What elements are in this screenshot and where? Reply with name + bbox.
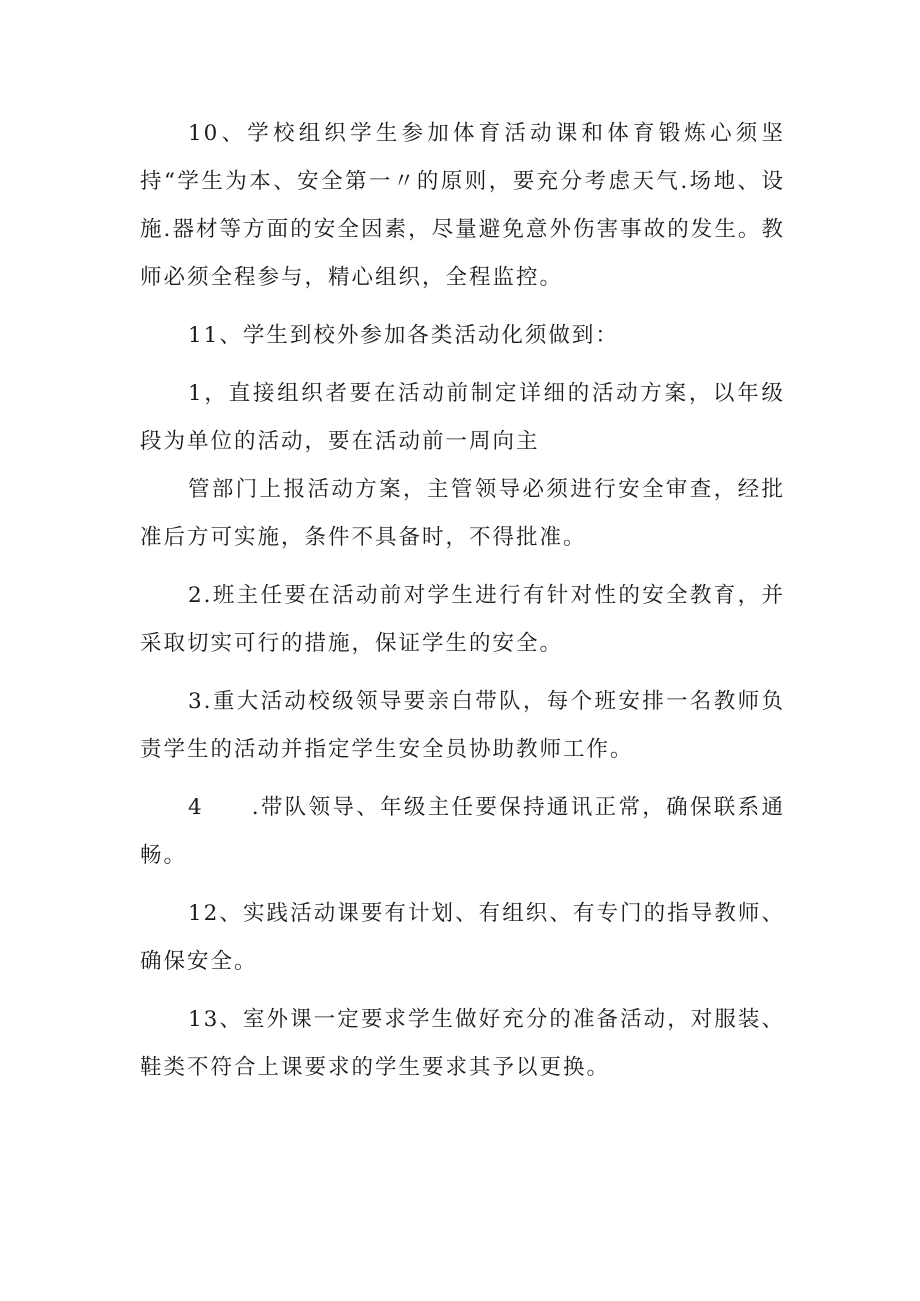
paragraph-sub-1-continued: 管部门上报活动方案，主管领导必须进行安全审查，经批准后方可实施，条件不具备时，不得批准。 (140, 477, 785, 550)
paragraph-item-10: 10、学校组织学生参加体育活动课和体育锻炼心须坚持“学生为本、安全第一〃的原则，要充分考虑天气.场地、设施.器材等方面的安全因素，尽量避免意外伤害事故的发生。教师必须全程参与，精心组织，全程监控。 (140, 121, 785, 290)
paragraph-item-11: 11、学生到校外参加各类活动化须做到： (188, 323, 619, 348)
paragraph-sub-3: 3.重大活动校级领导要亲白带队，每个班安排一名教师负责学生的活动并指定学生安全员协助教师工作。 (140, 689, 785, 762)
paragraph-sub-1: 1，直接组织者要在活动前制定详细的活动方案，以年级段为单位的活动，要在活动前一周向主 (140, 381, 785, 454)
paragraph-item-13: 13、室外课一定要求学生做好充分的准备活动，对服装、鞋类不符合上课要求的学生要求其予以更换。 (140, 1007, 785, 1080)
paragraph-sub-4: 4 .带队领导、年级主任要保持通讯正常，确保联系通畅。 (140, 795, 785, 868)
document-body (140, 110, 785, 1102)
paragraph-item-12: 12、实践活动课要有计划、有组织、有专门的指导教师、确保安全。 (140, 901, 785, 974)
paragraph-sub-2: 2.班主任要在活动前对学生进行有针对性的安全教育，并采取切实可行的措施，保证学生的安全。 (140, 583, 785, 656)
